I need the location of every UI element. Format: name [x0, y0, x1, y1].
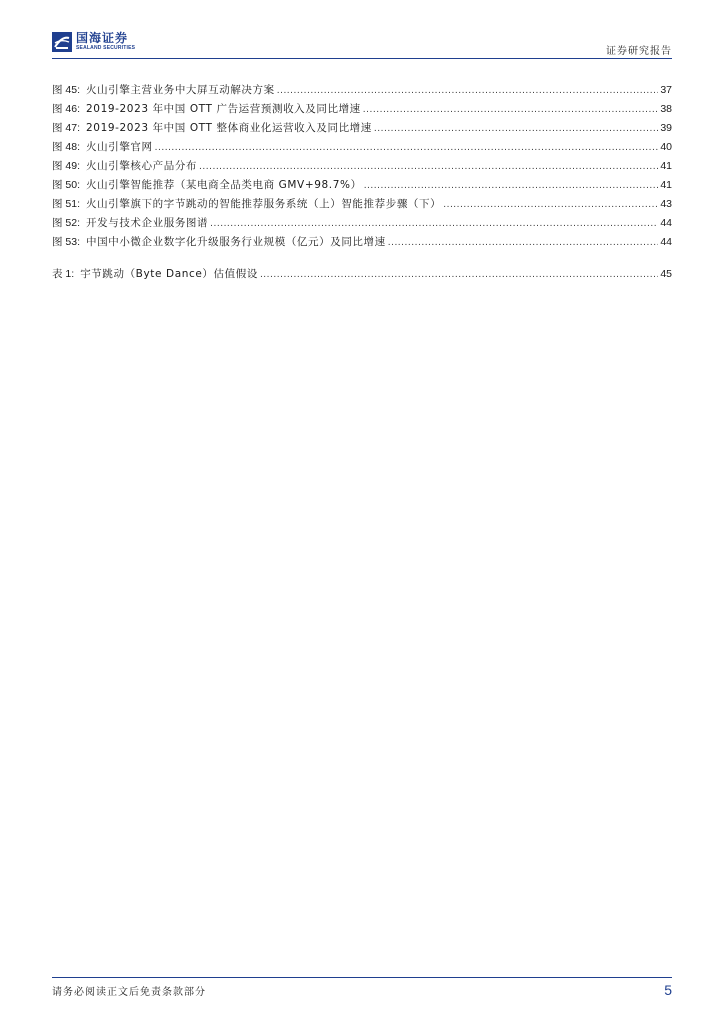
- entry-title: 火山引擎主营业务中大屏互动解决方案: [86, 84, 275, 96]
- dot-leader: [363, 105, 659, 115]
- disclaimer-note: 请务必阅读正文后免责条款部分: [52, 987, 206, 998]
- figure-entry[interactable]: [52, 120, 672, 139]
- dot-leader: [443, 200, 658, 210]
- figure-entry[interactable]: [52, 158, 672, 177]
- logo-english-name: SEALAND SECURITIES: [76, 45, 136, 51]
- logo-chinese-name: 国海证券: [76, 31, 129, 45]
- entry-label: 图 53:: [52, 236, 81, 248]
- entry-title: 火山引擎旗下的字节跳动的智能推荐服务系统（上）智能推荐步骤（下）: [86, 198, 442, 210]
- table-entry[interactable]: [52, 266, 672, 285]
- entry-title: 火山引擎核心产品分布: [86, 160, 198, 172]
- entry-title: 2019-2023 年中国 OTT 整体商业化运营收入及同比增速: [86, 122, 372, 134]
- entry-page-number: 40: [660, 141, 672, 153]
- dot-leader: [199, 162, 658, 172]
- figure-entry[interactable]: [52, 82, 672, 101]
- entry-label: 图 46:: [52, 103, 81, 115]
- entry-label: 表 1:: [52, 268, 75, 280]
- dot-leader: [210, 219, 658, 229]
- entry-title: 宇节跳动（Byte Dance）估值假设: [80, 268, 258, 280]
- entry-page-number: 37: [660, 84, 672, 96]
- figure-entry[interactable]: [52, 177, 672, 196]
- sealand-logo-icon: [52, 32, 72, 52]
- page-header: [52, 32, 672, 58]
- entry-title: 中国中小微企业数字化升级服务行业规模（亿元）及同比增速: [86, 236, 386, 248]
- entry-page-number: 44: [660, 236, 672, 248]
- figure-entry[interactable]: [52, 234, 672, 253]
- entry-page-number: 44: [660, 217, 672, 229]
- entry-label: 图 45:: [52, 84, 81, 96]
- entry-label: 图 50:: [52, 179, 81, 191]
- entry-title: 火山引擎官网: [86, 141, 153, 153]
- figure-entry[interactable]: [52, 139, 672, 158]
- entry-page-number: 43: [660, 198, 672, 210]
- report-type-label: 证券研究报告: [606, 46, 672, 57]
- entry-title: 火山引擎智能推荐（某电商全品类电商 GMV+98.7%）: [86, 179, 362, 191]
- entry-page-number: 38: [660, 103, 672, 115]
- dot-leader: [388, 238, 659, 248]
- entry-page-number: 39: [660, 122, 672, 134]
- dot-leader: [364, 181, 659, 191]
- dot-leader: [374, 124, 658, 134]
- figure-entry[interactable]: [52, 196, 672, 215]
- entry-label: 图 47:: [52, 122, 81, 134]
- figure-index: [52, 82, 672, 285]
- company-logo: [52, 32, 135, 52]
- header-divider: [52, 58, 672, 59]
- dot-leader: [155, 143, 659, 153]
- section-gap: [52, 253, 672, 266]
- entry-label: 图 51:: [52, 198, 81, 210]
- page-number: 5: [664, 982, 672, 998]
- dot-leader: [260, 270, 658, 280]
- entry-title: 开发与技术企业服务图谱: [86, 217, 209, 229]
- entry-page-number: 41: [660, 160, 672, 172]
- dot-leader: [277, 86, 659, 96]
- figure-entry[interactable]: [52, 215, 672, 234]
- entry-page-number: 45: [660, 268, 672, 280]
- figure-entry[interactable]: [52, 101, 672, 120]
- entry-title: 2019-2023 年中国 OTT 广告运营预测收入及同比增速: [86, 103, 361, 115]
- entry-label: 图 52:: [52, 217, 81, 229]
- entry-page-number: 41: [660, 179, 672, 191]
- footer-divider: [52, 977, 672, 978]
- entry-label: 图 48:: [52, 141, 81, 153]
- entry-label: 图 49:: [52, 160, 81, 172]
